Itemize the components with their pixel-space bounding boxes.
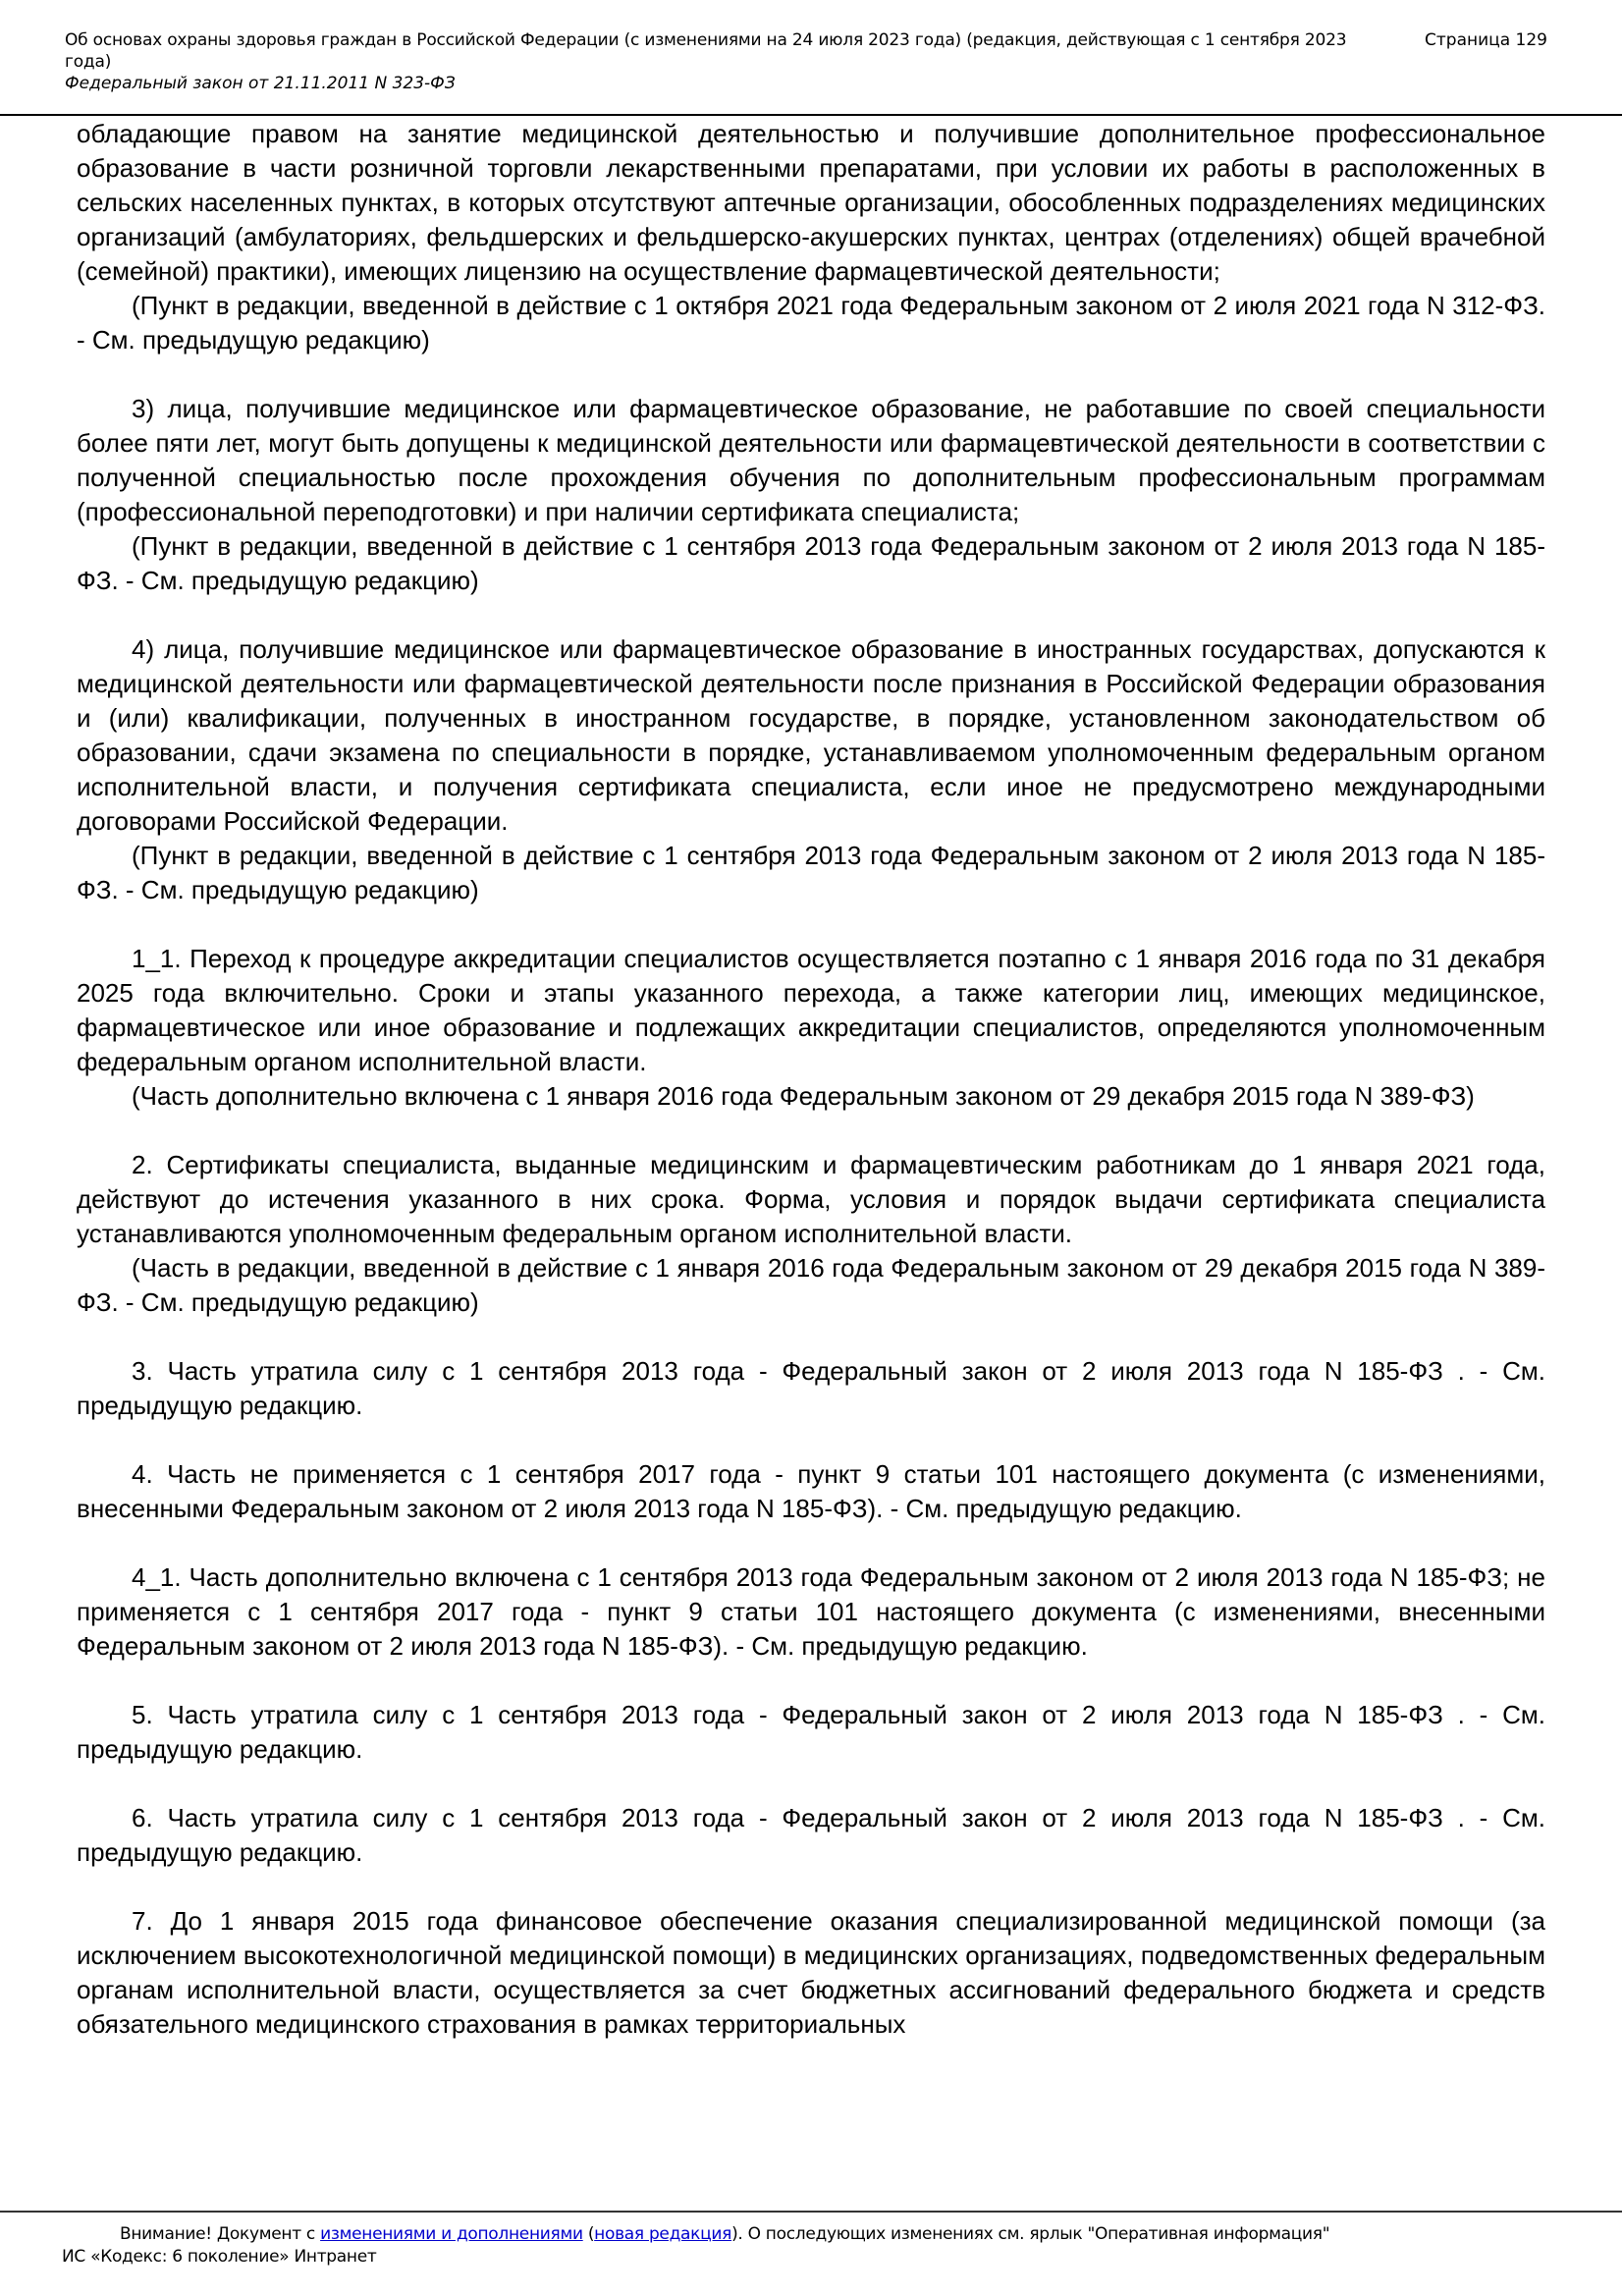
paragraph-text: 4_1. Часть дополнительно включена с 1 сентября 2013 года Федеральным законом от 2 июля 2013 года N 185-ФЗ; не применяется с 1 сентября 2017 года - пункт 9 статьи 101 настоящего документа (с изменениями, внесенными Федеральным законом от 2 июля 2013 года N 185-ФЗ). - См. предыдущую редакцию.	[77, 1562, 1545, 1661]
paragraph-text: 3) лица, получившие медицинское или фармацевтическое образование, не работавшие по своей специальности более пяти лет, могут быть допущены к медицинской деятельности или фармацевтической деятельности в соответствии с полученной специальностью после прохождения обучения по дополнительным профессиональным программам (профессиональной переподготовки) и при наличии сертификата специалиста;	[77, 394, 1545, 526]
product-name: ИС «Кодекс: 6 поколение» Интранет	[62, 2247, 377, 2267]
notice-suffix: ). О последующих изменениях см. ярлык "Оперативная информация"	[731, 2224, 1330, 2244]
page-header	[65, 29, 1547, 94]
paragraph-block-part-7	[77, 1904, 1545, 2042]
paragraph-block-part-4-1	[77, 1560, 1545, 1664]
document-body	[77, 117, 1545, 2076]
paragraph-text: 4. Часть не применяется с 1 сентября 2017 года - пункт 9 статьи 101 настоящего документа (с изменениями, внесенными Федеральным законом от 2 июля 2013 года N 185-ФЗ). - См. предыдущую редакцию.	[77, 1459, 1545, 1523]
revision-note: (Пункт в редакции, введенной в действие с 1 сентября 2013 года Федеральным законом от 2 июля 2013 года N 185-ФЗ. - См. предыдущую редакцию)	[77, 841, 1545, 904]
paren-open: (	[582, 2224, 595, 2244]
paragraph-block-item-3	[77, 392, 1545, 598]
revision-note: (Пункт в редакции, введенной в действие с 1 сентября 2013 года Федеральным законом от 2 июля 2013 года N 185-ФЗ. - См. предыдущую редакцию)	[77, 531, 1545, 595]
paragraph-block-part-2	[77, 1148, 1545, 1320]
revision-note: (Часть в редакции, введенной в действие с 1 января 2016 года Федеральным законом от 29 декабря 2015 года N 389-ФЗ. - См. предыдущую редакцию)	[77, 1253, 1545, 1317]
changes-link[interactable]: изменениями и дополнениями	[320, 2224, 583, 2244]
document-title: Об основах охраны здоровья граждан в Российской Федерации (с изменениями на 24 июля 2023 года) (редакция, действующая с 1 сентября 2023 года)	[65, 30, 1347, 72]
paragraph-text: 7. До 1 января 2015 года финансовое обеспечение оказания специализированной медицинской помощи (за исключением высокотехнологичной медицинской помощи) в медицинских организациях, подведомственных федеральным органам исполнительной власти, осуществляется за счет бюджетных ассигнований федерального бюджета и средств обязательного медицинского страхования в рамках территориальных	[77, 1906, 1545, 2039]
paragraph-block-part-5	[77, 1698, 1545, 1767]
law-reference: Федеральный закон от 21.11.2011 N 323-ФЗ	[65, 74, 456, 93]
paragraph-block-part-4	[77, 1457, 1545, 1526]
paragraph-text: 3. Часть утратила силу с 1 сентября 2013 года - Федеральный закон от 2 июля 2013 года N 185-ФЗ . - См. предыдущую редакцию.	[77, 1356, 1545, 1420]
paragraph-block-item-4	[77, 632, 1545, 907]
paragraph-block-part-6	[77, 1801, 1545, 1870]
paragraph-text: 6. Часть утратила силу с 1 сентября 2013 года - Федеральный закон от 2 июля 2013 года N 185-ФЗ . - См. предыдущую редакцию.	[77, 1803, 1545, 1867]
footer-divider	[0, 2211, 1622, 2213]
new-edition-link[interactable]: новая редакция	[594, 2224, 732, 2244]
paragraph-block-item-2-cont	[77, 117, 1545, 357]
page-footer	[62, 2223, 1574, 2269]
notice-prefix: Внимание! Документ с	[120, 2224, 321, 2244]
revision-note: (Пункт в редакции, введенной в действие с 1 октября 2021 года Федеральным законом от 2 июля 2021 года N 312-ФЗ. - См. предыдущую редакцию)	[77, 291, 1545, 355]
paragraph-block-part-1-1	[77, 942, 1545, 1114]
edition-notice	[62, 2223, 1574, 2246]
page-number: Страница 129	[1425, 30, 1547, 50]
paragraph-text: 5. Часть утратила силу с 1 сентября 2013 года - Федеральный закон от 2 июля 2013 года N 185-ФЗ . - См. предыдущую редакцию.	[77, 1700, 1545, 1764]
paragraph-text: 4) лица, получившие медицинское или фармацевтическое образование в иностранных государствах, допускаются к медицинской деятельности или фармацевтической деятельности после признания в Российской Федерации образования и (или) квалификации, полученных в иностранном государстве, в порядке, установленном законодательством об образовании, сдачи экзамена по специальности в порядке, устанавливаемом уполномоченным федеральным органом исполнительной власти, и получения сертификата специалиста, если иное не предусмотрено международными договорами Российской Федерации.	[77, 634, 1545, 836]
paragraph-text: обладающие правом на занятие медицинской деятельностью и получившие дополнительное профессиональное образование в части розничной торговли лекарственными препаратами, при условии их работы в расположенных в сельских населенных пунктах, в которых отсутствуют аптечные организации, обособленных подразделениях медицинских организаций (амбулаториях, фельдшерских и фельдшерско-акушерских пунктах, центрах (отделениях) общей врачебной (семейной) практики), имеющих лицензию на осуществление фармацевтической деятельности;	[77, 119, 1545, 286]
paragraph-block-part-3	[77, 1354, 1545, 1423]
paragraph-text: 1_1. Переход к процедуре аккредитации специалистов осуществляется поэтапно с 1 января 2016 года по 31 декабря 2025 года включительно. Сроки и этапы указанного перехода, а также категории лиц, имеющих медицинское, фармацевтическое или иное образование и подлежащих аккредитации специалистов, определяются уполномоченным федеральным органом исполнительной власти.	[77, 944, 1545, 1076]
paragraph-text: 2. Сертификаты специалиста, выданные медицинским и фармацевтическим работникам до 1 января 2021 года, действуют до истечения указанного в них срока. Форма, условия и порядок выдачи сертификата специалиста устанавливаются уполномоченным федеральным органом исполнительной власти.	[77, 1150, 1545, 1248]
header-divider	[0, 114, 1622, 116]
revision-note: (Часть дополнительно включена с 1 января 2016 года Федеральным законом от 29 декабря 2015 года N 389-ФЗ)	[132, 1081, 1475, 1111]
